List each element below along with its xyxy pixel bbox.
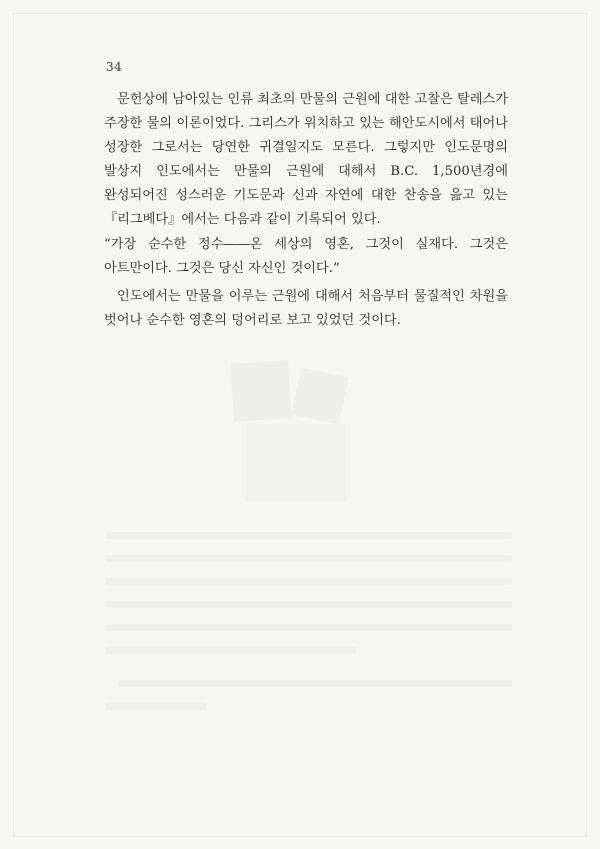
paragraph: 문헌상에 남아있는 인류 최초의 만물의 근원에 대한 고찰은 탈레스가 주장한 물의 이론이었다. 그리스가 위치하고 있는 해안도시에서 태어나 성장한 그로서는 당연한 귀결일지도 모른다. 그렇지만 인도문명의 발상지 인도에서는 만물의 근원에 대해서 B.C. 1,500년경에 완성되어진 성스러운 기도문과 신과 자연에 대한 찬송을 읊고 있는『리그베다』에서는 다음과 같이 기록되어 있다.: [104, 92, 508, 227]
quotation-paragraph: “가장 순수한 정수――온 세상의 영혼, 그것이 실재다. 그것은 아트만이다. 그것은 당신 자신인 것이다.”: [104, 237, 508, 276]
page-number: 34: [106, 60, 123, 74]
paragraph: 인도에서는 만물을 이루는 근원에 대해서 처음부터 물질적인 차원을 벗어나 순수한 영혼의 덩어리로 보고 있었던 것이다.: [104, 289, 508, 328]
body-text: [104, 88, 508, 333]
